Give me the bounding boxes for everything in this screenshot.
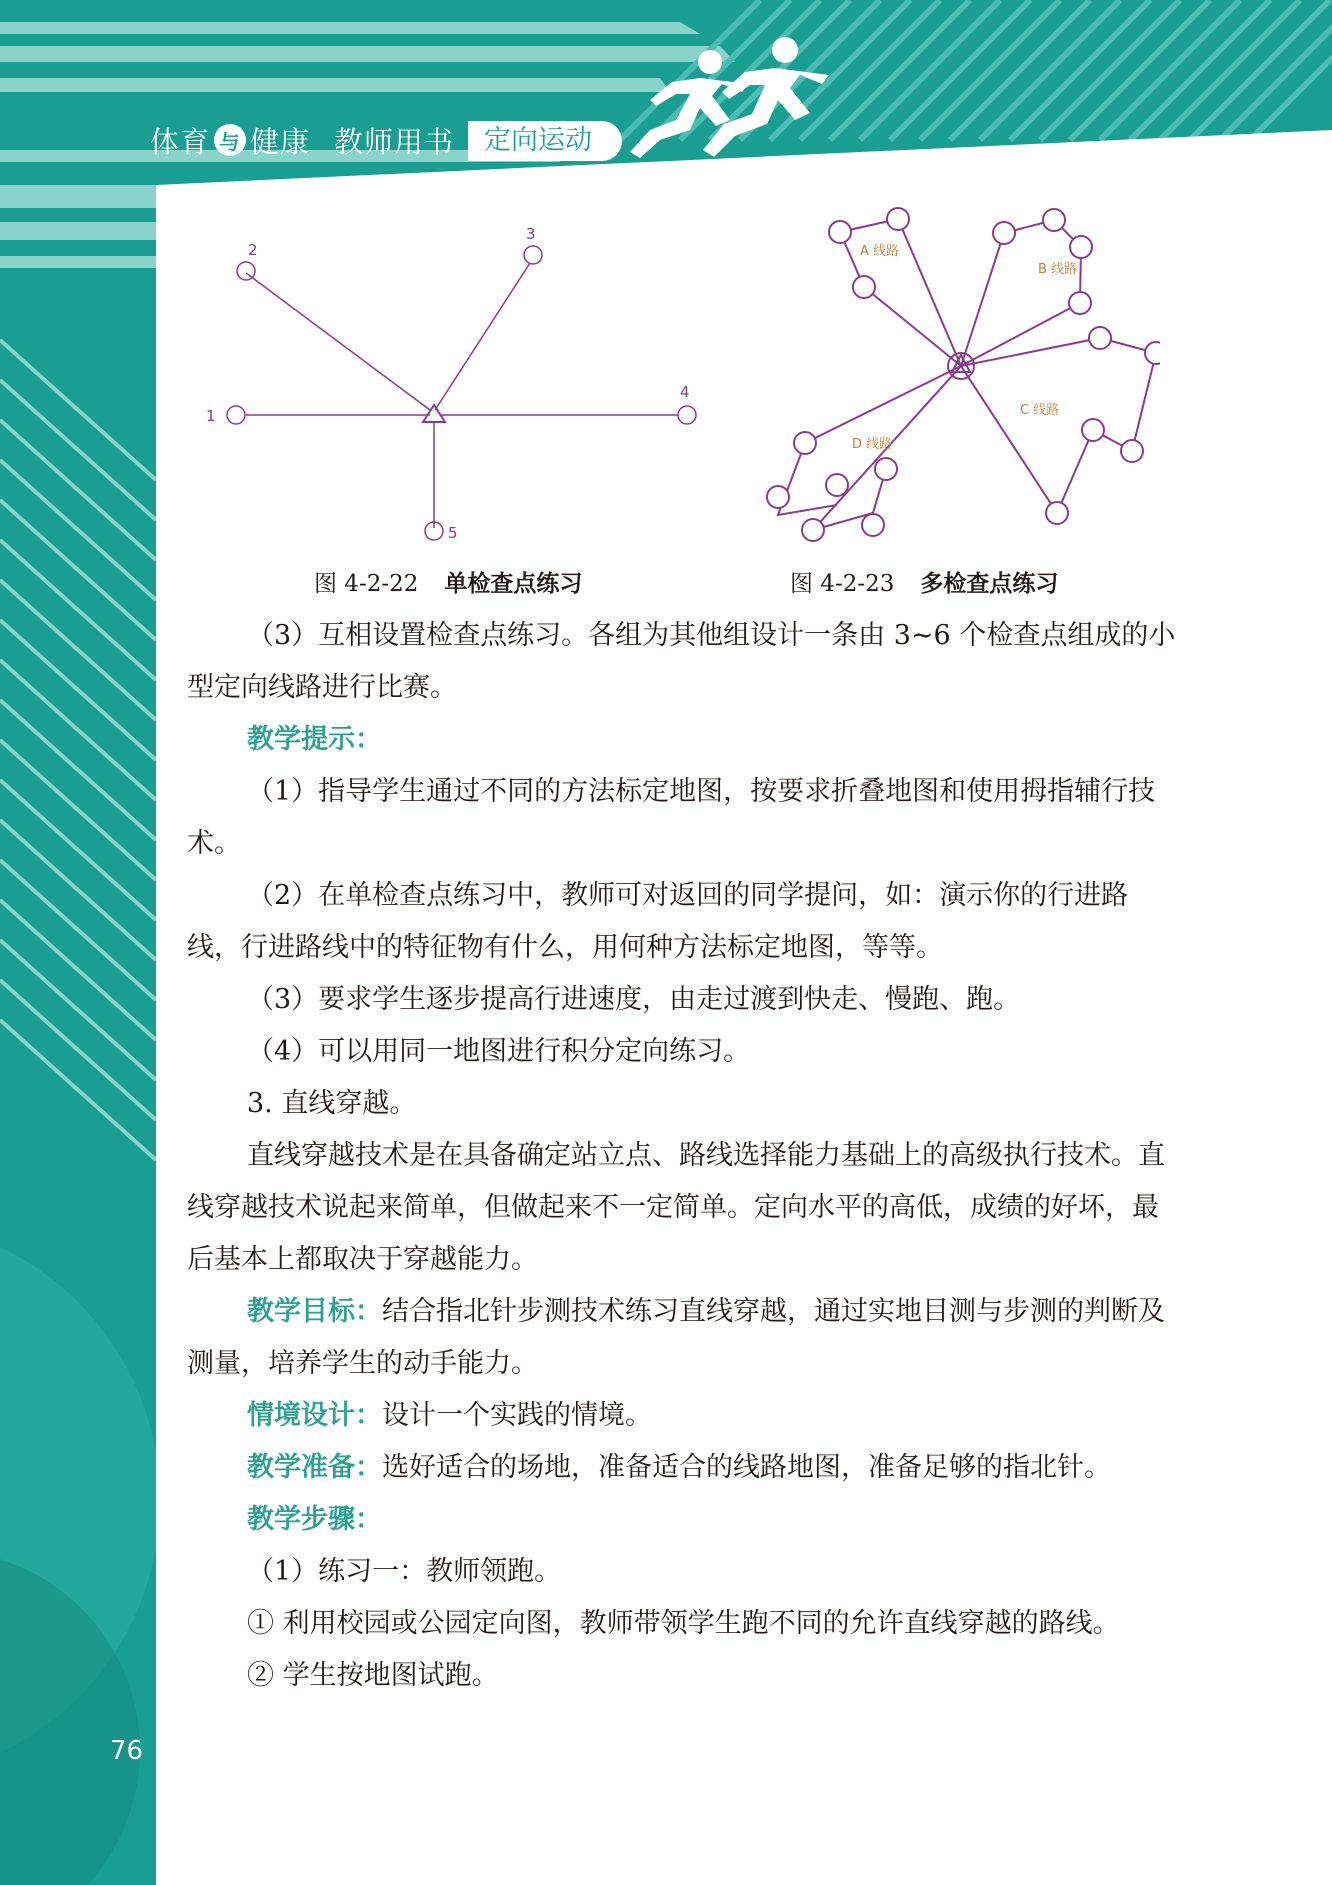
checkpoint-circle: [1043, 209, 1065, 231]
book-title-part3: 教师用书: [334, 124, 455, 159]
route-line: [435, 263, 530, 410]
route-label: A 线路: [860, 244, 900, 259]
section-heading: [187, 714, 1177, 766]
checkpoint-circle: [237, 262, 255, 280]
paragraph-text: 设计一个实践的情境。: [382, 1400, 652, 1431]
route-label: D 线路: [852, 437, 893, 452]
checkpoint-circle: [853, 276, 875, 298]
route-line: [961, 338, 1100, 366]
figure-title: 多检查点练习: [920, 570, 1059, 597]
heading-label: 教学提示：: [247, 724, 382, 755]
checkpoint-label: 2: [248, 241, 258, 259]
paragraph: [187, 1442, 1177, 1494]
checkpoint-label: 4: [680, 383, 690, 401]
paragraph: （4）可以用同一地图进行积分定向练习。: [247, 1036, 751, 1067]
heading-label: 教学目标：: [247, 1296, 382, 1327]
route-line: [864, 287, 961, 366]
route-label: B 线路: [1038, 262, 1078, 277]
checkpoint-circle: [794, 432, 816, 454]
route-line: [898, 219, 961, 366]
route-line: [805, 366, 961, 443]
checkpoint-circle: [1089, 327, 1111, 349]
checkpoint-circle: [887, 208, 909, 230]
page-number: 76: [110, 1736, 144, 1766]
route-label: C 线路: [1020, 403, 1060, 418]
route-line: [961, 366, 1060, 513]
paragraph: ② 学生按地图试跑。: [247, 1660, 499, 1691]
paragraph: （1）练习一：教师领跑。: [247, 1556, 562, 1587]
checkpoint-circle: [1046, 502, 1068, 524]
checkpoint-circle: [1069, 292, 1091, 314]
checkpoint-label: 1: [206, 407, 216, 425]
checkpoint-circle: [862, 514, 884, 536]
heading-label: 教学步骤：: [247, 1504, 382, 1535]
paragraph: （3）互相设置检查点练习。各组为其他组设计一条由 3~6 个检查点组成的小型定向线路进行比赛。: [187, 620, 1176, 703]
figure-number: 图 4-2-23: [790, 571, 895, 597]
checkpoint-circle: [1145, 342, 1160, 364]
figure-caption-2: [790, 565, 1058, 598]
paragraph: ① 利用校园或公园定向图，教师带领学生跑不同的允许直线穿越的路线。: [247, 1608, 1120, 1639]
figure-caption-1: [314, 565, 582, 598]
paragraph: [187, 1390, 1177, 1442]
section-heading: [187, 1494, 1177, 1546]
checkpoint-label: 3: [526, 225, 536, 243]
book-title-connector: 与: [214, 124, 246, 156]
heading-label: 情境设计：: [247, 1400, 382, 1431]
figure-number: 图 4-2-22: [314, 571, 419, 597]
book-title-part1: 体育: [150, 124, 211, 159]
body-text: [187, 610, 1177, 1702]
book-title: [150, 120, 454, 160]
checkpoint-label: 5: [448, 524, 458, 542]
checkpoint-circle: [227, 406, 245, 424]
route-line: [246, 273, 430, 410]
paragraph-text: 选好适合的场地，准备适合的线路地图，准备足够的指北针。: [382, 1452, 1111, 1483]
heading-label: 教学准备：: [247, 1452, 382, 1483]
checkpoint-circle: [802, 519, 824, 541]
paragraph: 直线穿越技术是在具备确定站立点、路线选择能力基础上的高级执行技术。直线穿越技术说起来简单，但做起来不一定简单。定向水平的高低，成绩的好坏，最后基本上都取决于穿越能力。: [187, 1140, 1165, 1275]
checkpoint-circle: [1082, 419, 1104, 441]
checkpoint-circle: [993, 222, 1015, 244]
checkpoint-circle: [829, 221, 851, 243]
figure-multi-checkpoint: [760, 205, 1160, 545]
paragraph-text: 结合指北针步测技术练习直线穿越，通过实地目测与步测的判断及测量，培养学生的动手能力。: [187, 1296, 1165, 1379]
paragraph: （3）要求学生逐步提高行进速度，由走过渡到快走、慢跑、跑。: [247, 984, 1021, 1015]
checkpoint-circle: [767, 486, 789, 508]
route-line: [1057, 338, 1156, 513]
paragraph: [187, 1286, 1177, 1390]
checkpoint-circle: [1121, 440, 1143, 462]
paragraph: （2）在单检查点练习中，教师可对返回的同学提问，如：演示你的行进路线，行进路线中的特征物有什么，用何种方法标定地图，等等。: [187, 880, 1129, 963]
section-title: 3. 直线穿越。: [247, 1088, 417, 1119]
book-title-part2: 健康: [250, 124, 311, 159]
figure-single-checkpoint: [190, 225, 720, 555]
figure-title: 单检查点练习: [444, 570, 583, 597]
checkpoint-circle: [875, 458, 897, 480]
paragraph: （1）指导学生通过不同的方法标定地图，按要求折叠地图和使用拇指辅行技术。: [187, 776, 1156, 859]
checkpoint-circle: [678, 406, 696, 424]
chapter-tab: 定向运动: [468, 121, 622, 161]
checkpoint-circle: [1070, 236, 1092, 258]
checkpoint-circle: [826, 474, 848, 496]
checkpoint-circle: [524, 246, 542, 264]
